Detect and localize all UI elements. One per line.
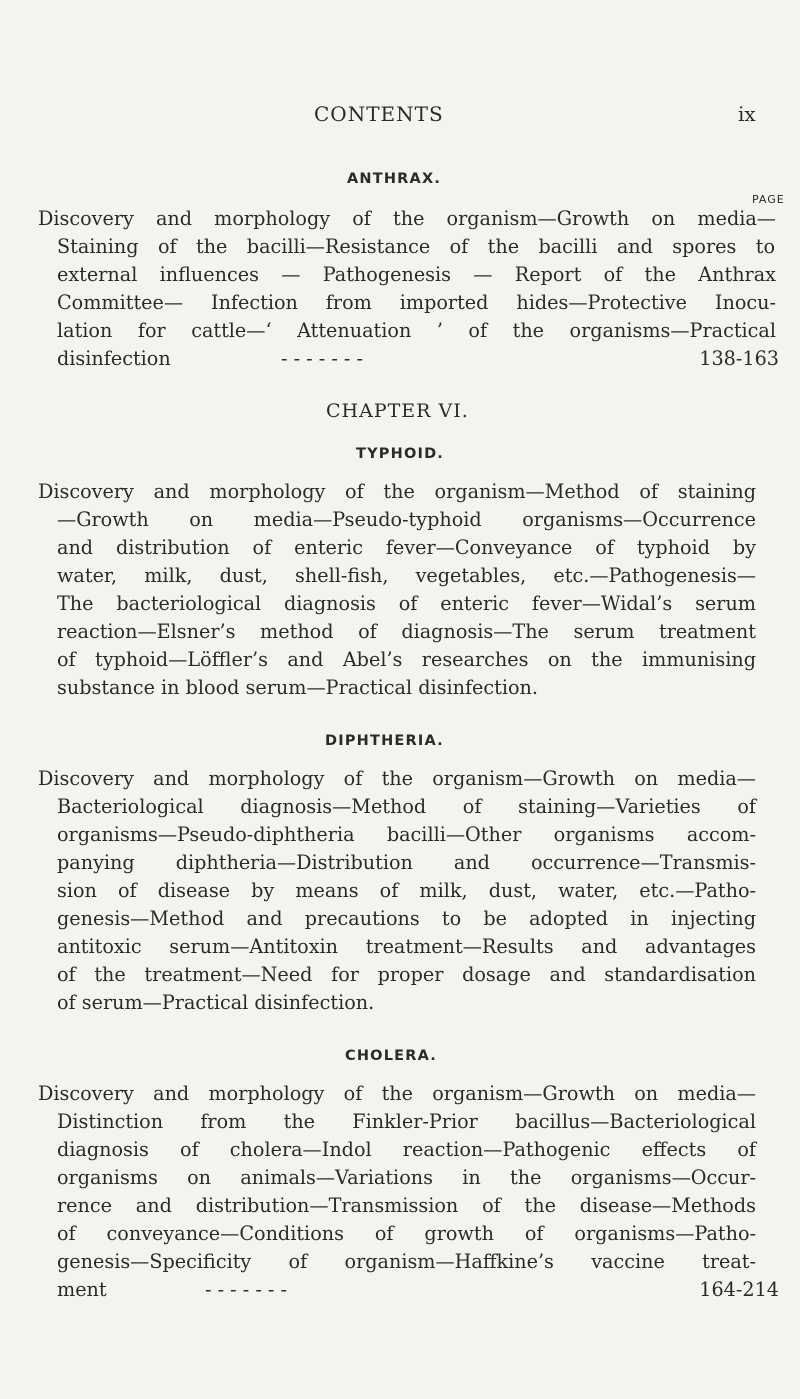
entry-line: —Growth on media—Pseudo-typhoid organisms—Occurrence <box>57 508 756 531</box>
entry-line: reaction—Elsner’s method of diagnosis—The serum treatment <box>57 620 756 643</box>
entry-line: Discovery and morphology of the organism—Growth on media— <box>38 1082 756 1105</box>
entry-line: genesis—Method and precautions to be adopted in injecting <box>57 907 756 930</box>
dot-leader: - - - - - - - <box>281 347 363 370</box>
entry-last-line <box>57 346 779 372</box>
section-heading-typhoid: TYPHOID. <box>356 446 445 462</box>
entry-line: of typhoid—Löffler’s and Abel’s researches on the immunising <box>57 648 756 671</box>
chapter-heading: CHAPTER VI. <box>326 400 469 422</box>
running-title: CONTENTS <box>314 102 444 126</box>
entry-line: Discovery and morphology of the organism—Method of staining <box>38 480 756 503</box>
entry-line: of conveyance—Conditions of growth of organisms—Patho- <box>57 1222 756 1245</box>
entry-line: of the treatment—Need for proper dosage and standardisation <box>57 963 756 986</box>
page-range: 138-163 <box>699 347 779 370</box>
entry-line: Staining of the bacilli—Resistance of the bacilli and spores to <box>57 235 775 258</box>
entry-line: genesis—Specificity of organism—Haffkine’s vaccine treat- <box>57 1250 756 1273</box>
entry-line: panying diphtheria—Distribution and occurrence—Transmis- <box>57 851 756 874</box>
entry-last-line <box>57 1277 779 1303</box>
entry-line: of serum—Practical disinfection. <box>57 991 375 1014</box>
entry-line: organisms—Pseudo-diphtheria bacilli—Other organisms accom- <box>57 823 756 846</box>
entry-line: The bacteriological diagnosis of enteric fever—Widal’s serum <box>57 592 756 615</box>
entry-line: ment <box>57 1278 107 1301</box>
entry-line: sion of disease by means of milk, dust, water, etc.—Patho- <box>57 879 756 902</box>
page-range: 164-214 <box>699 1278 779 1301</box>
entry-line: diagnosis of cholera—Indol reaction—Pathogenic effects of <box>57 1138 756 1161</box>
page-folio: ix <box>738 102 756 126</box>
entry-line: substance in blood serum—Practical disinfection. <box>57 676 539 699</box>
section-heading-diphtheria: DIPHTHERIA. <box>325 733 444 749</box>
entry-line: and distribution of enteric fever—Conveyance of typhoid by <box>57 536 756 559</box>
entry-line: water, milk, dust, shell-fish, vegetables, etc.—Pathogenesis— <box>57 564 756 587</box>
entry-line: disinfection <box>57 347 171 370</box>
entry-line: rence and distribution—Transmission of the disease—Methods <box>57 1194 756 1217</box>
entry-line: organisms on animals—Variations in the organisms—Occur- <box>57 1166 756 1189</box>
section-heading-anthrax: ANTHRAX. <box>347 171 442 187</box>
entry-line: Discovery and morphology of the organism—Growth on media— <box>38 767 756 790</box>
entry-line: Distinction from the Finkler-Prior bacillus—Bacteriological <box>57 1110 756 1133</box>
entry-line: lation for cattle—‘ Attenuation ’ of the organisms—Practical <box>57 319 776 342</box>
page-column-label: PAGE <box>752 193 785 206</box>
dot-leader: - - - - - - - <box>205 1278 287 1301</box>
entry-line: antitoxic serum—Antitoxin treatment—Results and advantages <box>57 935 756 958</box>
entry-line: Discovery and morphology of the organism—Growth on media— <box>38 207 776 230</box>
running-head <box>0 102 800 132</box>
entry-line: Committee— Infection from imported hides—Protective Inocu- <box>57 291 776 314</box>
section-heading-cholera: CHOLERA. <box>345 1048 438 1064</box>
entry-line: external influences — Pathogenesis — Report of the Anthrax <box>57 263 776 286</box>
entry-line: Bacteriological diagnosis—Method of staining—Varieties of <box>57 795 756 818</box>
